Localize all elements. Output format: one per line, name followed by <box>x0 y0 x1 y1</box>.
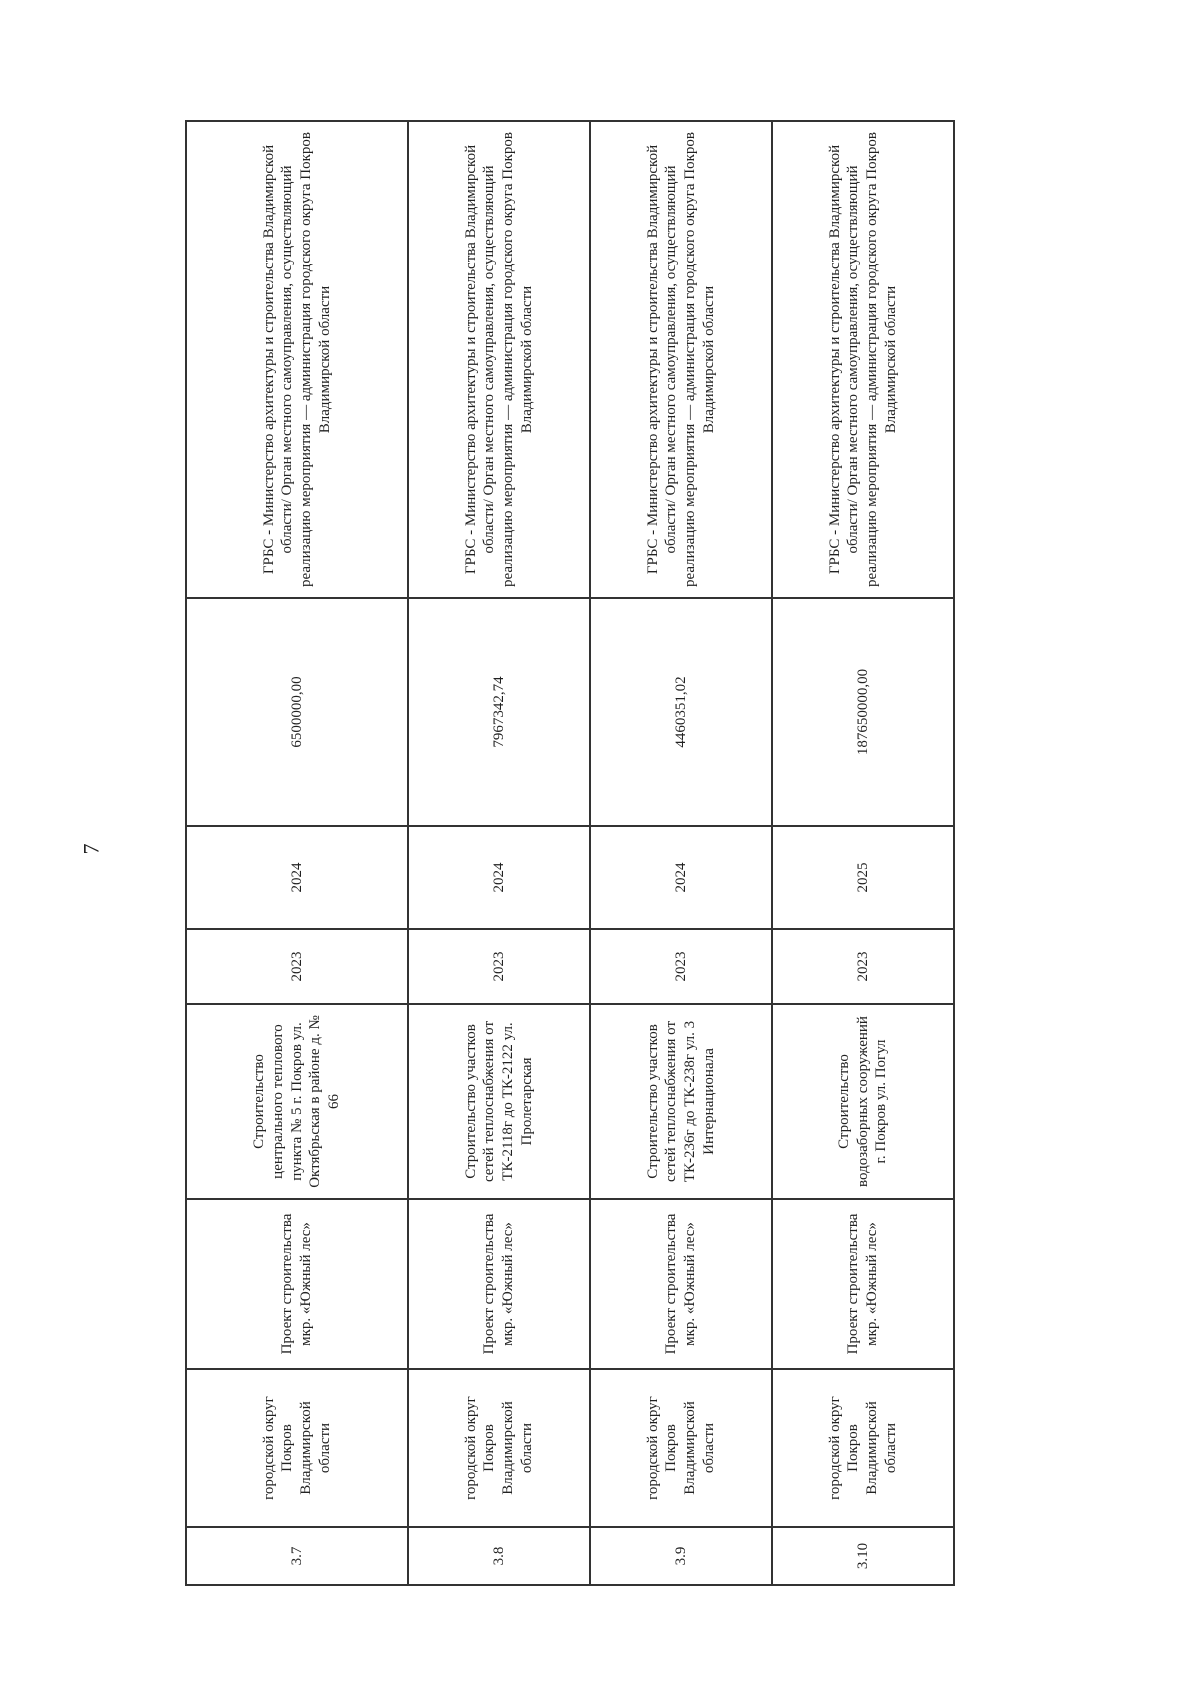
cell-year-start: 2023 <box>772 929 954 1004</box>
cell-amount: 7967342,74 <box>408 598 590 826</box>
cell-year-start: 2023 <box>408 929 590 1004</box>
cell-number: 3.8 <box>408 1527 590 1585</box>
cell-year-start: 2023 <box>186 929 408 1004</box>
cell-object: Строительство центрального теплового пункта № 5 г. Покров ул. Октябрьская в районе д. № 66 <box>186 1004 408 1199</box>
cell-responsible: ГРБС - Министерство архитектуры и строительства Владимирской области/ Орган местного самоуправления, осуществляющий реализацию мероприятия — администрация городского округа Покров Владимирской области <box>186 121 408 598</box>
cell-number: 3.7 <box>186 1527 408 1585</box>
cell-year-end: 2024 <box>186 826 408 929</box>
cell-year-end: 2024 <box>590 826 772 929</box>
cell-responsible: ГРБС - Министерство архитектуры и строительства Владимирской области/ Орган местного самоуправления, осуществляющий реализацию мероприятия — администрация городского округа Покров Владимирской области <box>408 121 590 598</box>
cell-number: 3.9 <box>590 1527 772 1585</box>
cell-amount: 187650000,00 <box>772 598 954 826</box>
table-row <box>408 121 590 1585</box>
cell-municipality: городской округ Покров Владимирской области <box>590 1369 772 1527</box>
cell-responsible: ГРБС - Министерство архитектуры и строительства Владимирской области/ Орган местного самоуправления, осуществляющий реализацию мероприятия — администрация городского округа Покров Владимирской области <box>772 121 954 598</box>
cell-year-start: 2023 <box>590 929 772 1004</box>
cell-object: Строительство участков сетей теплоснабжения от ТК-236г до ТК-238г ул. 3 Интернационала <box>590 1004 772 1199</box>
table-wrapper <box>185 120 955 1586</box>
measures-table <box>185 120 955 1586</box>
cell-project: Проект строительства мкр. «Южный лес» <box>408 1199 590 1369</box>
cell-municipality: городской округ Покров Владимирской области <box>772 1369 954 1527</box>
table-row <box>186 121 408 1585</box>
cell-municipality: городской округ Покров Владимирской области <box>408 1369 590 1527</box>
page-number: 7 <box>78 843 104 855</box>
table-row <box>590 121 772 1585</box>
cell-object: Строительство участков сетей теплоснабжения от ТК-2118г до ТК-2122 ул. Пролетарская <box>408 1004 590 1199</box>
cell-object: Строительство водозаборных сооружений г. Покров ул. Погул <box>772 1004 954 1199</box>
cell-project: Проект строительства мкр. «Южный лес» <box>590 1199 772 1369</box>
cell-responsible: ГРБС - Министерство архитектуры и строительства Владимирской области/ Орган местного самоуправления, осуществляющий реализацию мероприятия — администрация городского округа Покров Владимирской области <box>590 121 772 598</box>
cell-number: 3.10 <box>772 1527 954 1585</box>
cell-amount: 4460351,02 <box>590 598 772 826</box>
cell-year-end: 2024 <box>408 826 590 929</box>
cell-municipality: городской округ Покров Владимирской области <box>186 1369 408 1527</box>
cell-year-end: 2025 <box>772 826 954 929</box>
cell-project: Проект строительства мкр. «Южный лес» <box>772 1199 954 1369</box>
rotated-table-container <box>185 120 955 1586</box>
table-row <box>772 121 954 1585</box>
cell-amount: 6500000,00 <box>186 598 408 826</box>
cell-project: Проект строительства мкр. «Южный лес» <box>186 1199 408 1369</box>
